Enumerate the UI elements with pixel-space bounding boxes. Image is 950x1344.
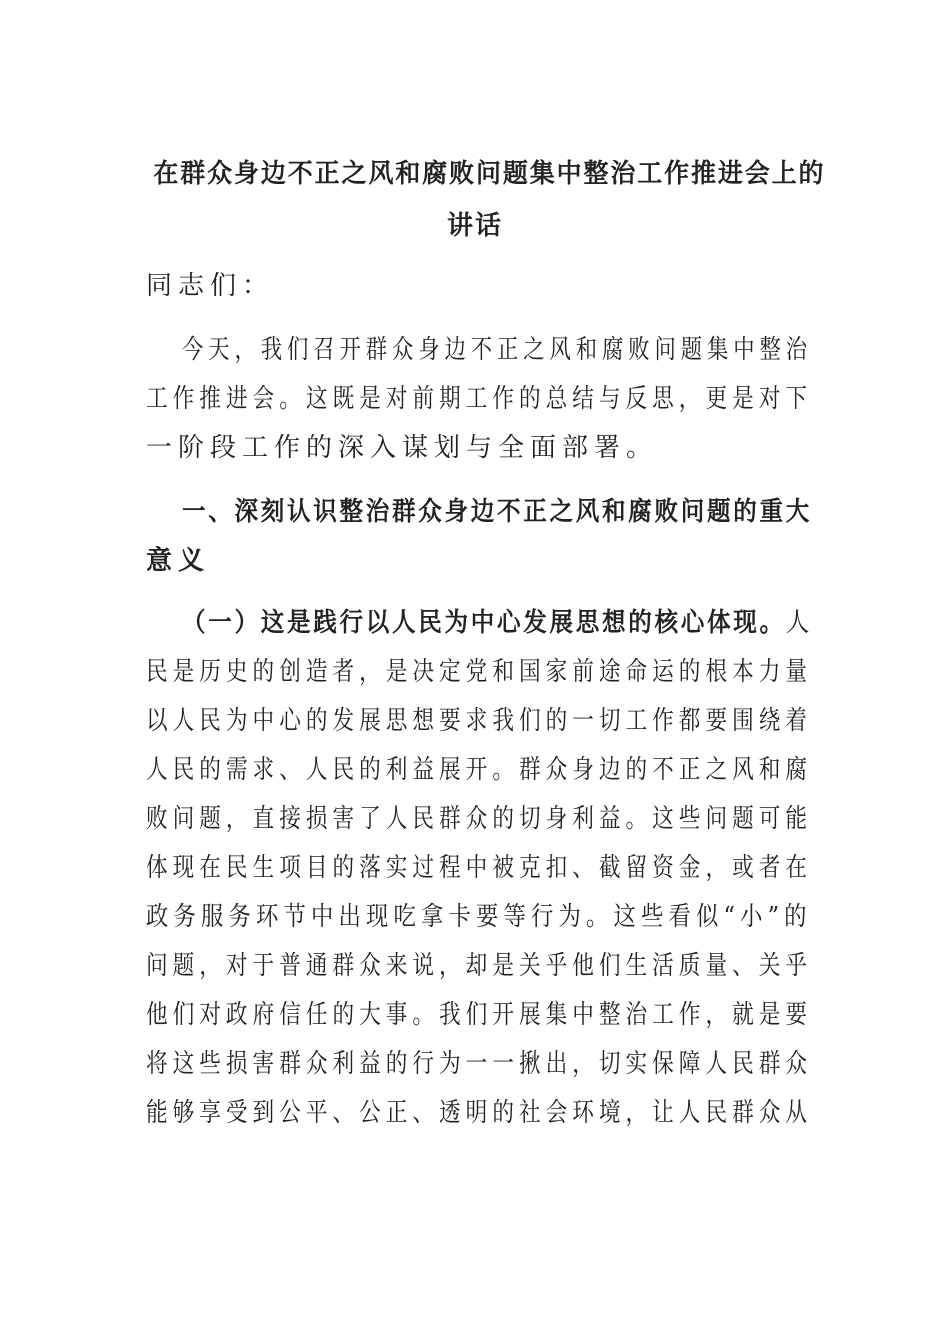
body-line: 以人民为中心的发展思想要求我们的一切工作都要围绕着 [146, 706, 813, 736]
body-line: 问题，对于普通群众来说，却是关乎他们生活质量、关乎 [146, 951, 813, 981]
intro-line-2: 工作推进会。这既是对前期工作的总结与反思，更是对下 [146, 384, 813, 414]
subsection-heading: （一）这是践行以人民为中心发展思想的核心体现。 [182, 608, 786, 638]
body-line: 将这些损害群众利益的行为一一揪出，切实保障人民群众 [146, 1049, 813, 1079]
subsection-first-line [182, 608, 812, 638]
section-heading-line-2: 意义 [146, 546, 211, 576]
subsection-first-char: 人 [785, 608, 813, 638]
body-line: 政务服务环节中出现吃拿卡要等行为。这些看似“小”的 [146, 902, 812, 932]
body-line: 他们对政府信任的大事。我们开展集中整治工作，就是要 [146, 1000, 813, 1030]
salutation: 同志们： [146, 271, 275, 301]
body-line: 民是历史的创造者，是决定党和国家前途命运的根本力量 [146, 657, 813, 687]
section-heading-line-1: 一、深刻认识整治群众身边不正之风和腐败问题的重大 [182, 497, 813, 527]
document-title-line-1: 在群众身边不正之风和腐败问题集中整治工作推进会上的 [153, 159, 826, 189]
document-title-line-2: 讲话 [446, 211, 503, 241]
intro-line-3: 一阶段工作的深入谋划与全面部署。 [146, 433, 659, 463]
body-line: 人民的需求、人民的利益展开。群众身边的不正之风和腐 [146, 755, 813, 785]
body-line: 败问题，直接损害了人民群众的切身利益。这些问题可能 [146, 804, 813, 834]
body-line: 能够享受到公平、公正、透明的社会环境，让人民群众从 [146, 1098, 813, 1128]
intro-line-1: 今天，我们召开群众身边不正之风和腐败问题集中整治 [182, 335, 813, 365]
body-line: 体现在民生项目的落实过程中被克扣、截留资金，或者在 [146, 853, 813, 883]
